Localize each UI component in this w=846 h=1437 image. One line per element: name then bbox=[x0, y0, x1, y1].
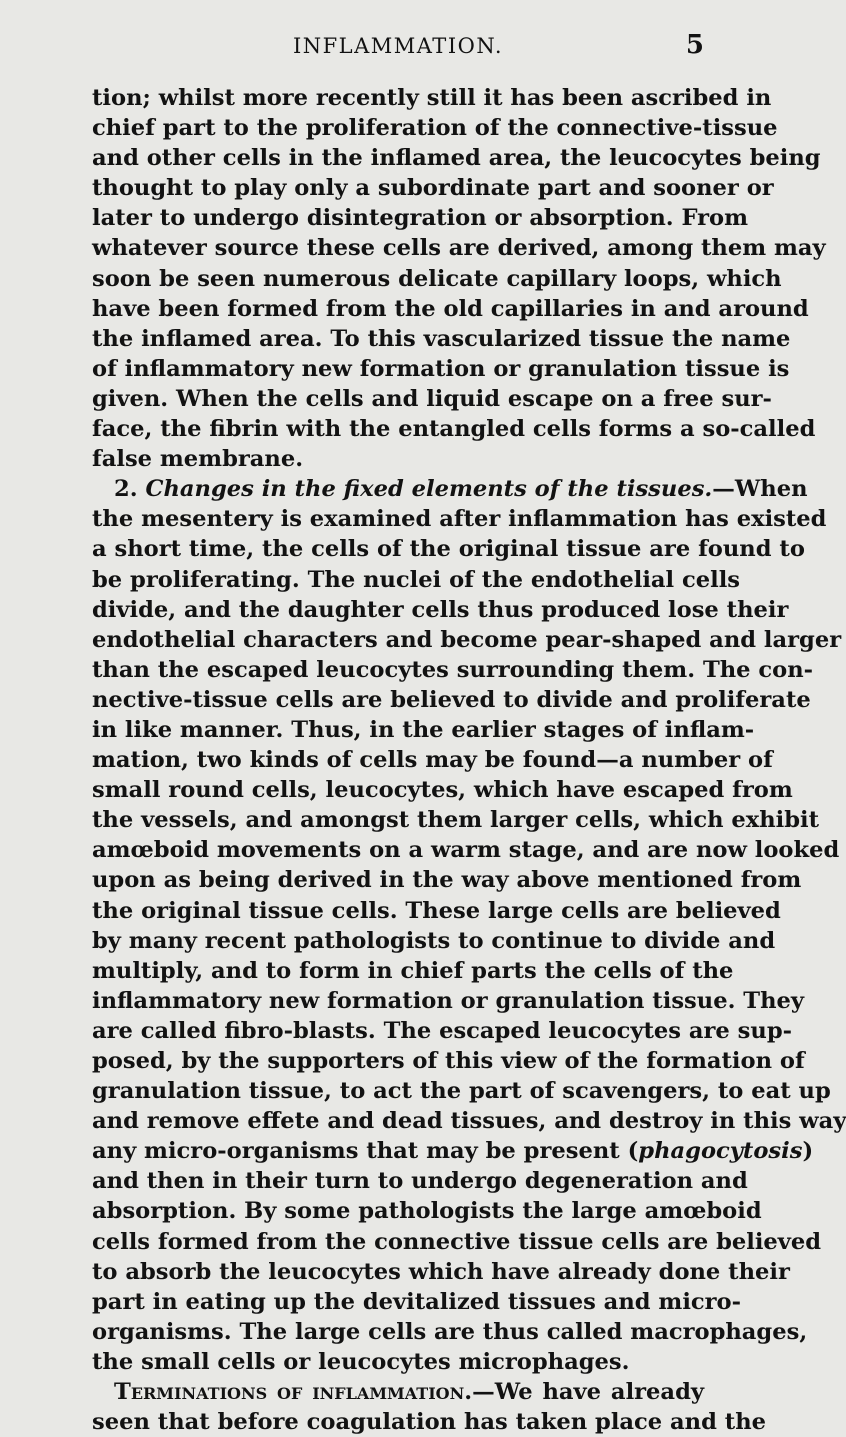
text-line: later to undergo disintegration or absorption. From bbox=[92, 205, 749, 232]
terminations-heading: Terminations of inflammation. bbox=[114, 1379, 473, 1406]
page-number: 5 bbox=[685, 30, 704, 60]
text-line: a short time, the cells of the original tissue are found to bbox=[92, 536, 805, 563]
terminations-heading-line bbox=[92, 1377, 704, 1407]
text-line: and other cells in the inflamed area, the leucocytes being bbox=[92, 145, 821, 172]
text-line: given. When the cells and liquid escape on a free sur- bbox=[92, 385, 772, 412]
text-line: divide, and the daughter cells thus produced lose their bbox=[92, 596, 789, 623]
text-line: the inflamed area. To this vascularized tissue the name bbox=[92, 325, 791, 352]
text-line: be proliferating. The nuclei of the endothelial cells bbox=[92, 566, 741, 593]
text-line: the mesentery is examined after inflammation has existed bbox=[92, 506, 827, 533]
text-line: whatever source these cells are derived, among them may bbox=[92, 235, 826, 262]
text-fragment: ) bbox=[802, 1138, 814, 1165]
terminations-lead: —We have already bbox=[472, 1379, 704, 1406]
text-line: false membrane. bbox=[92, 446, 304, 473]
section-heading-line bbox=[92, 474, 808, 504]
text-line: cells formed from the connective tissue cells are believed bbox=[92, 1228, 822, 1255]
text-line: in like manner. Thus, in the earlier stages of inflam- bbox=[92, 716, 755, 743]
text-line-phagocytosis bbox=[92, 1136, 814, 1166]
text-line: thought to play only a subordinate part and sooner or bbox=[92, 175, 774, 202]
text-line: have been formed from the old capillaries in and around bbox=[92, 295, 809, 322]
text-line: the vessels, and amongst them larger cells, which exhibit bbox=[92, 807, 820, 834]
text-line: nective-tissue cells are believed to divide and proliferate bbox=[92, 686, 811, 713]
text-line: part in eating up the devitalized tissues and micro- bbox=[92, 1288, 742, 1315]
text-line: upon as being derived in the way above mentioned from bbox=[92, 867, 802, 894]
text-line: absorption. By some pathologists the large amœboid bbox=[92, 1198, 762, 1225]
body-text bbox=[92, 83, 846, 1437]
text-line: to absorb the leucocytes which have already done their bbox=[92, 1258, 790, 1285]
text-line: the small cells or leucocytes microphages. bbox=[92, 1348, 630, 1375]
text-line: are called fibro-blasts. The escaped leucocytes are sup- bbox=[92, 1017, 792, 1044]
text-line: soon be seen numerous delicate capillary loops, which bbox=[92, 265, 782, 292]
text-line: inflammatory new formation or granulation tissue. They bbox=[92, 987, 805, 1014]
section-title: Changes in the fixed elements of the tissues. bbox=[145, 476, 713, 503]
section-number: 2. bbox=[114, 476, 138, 503]
text-fragment: any micro-organisms that may be present ( bbox=[92, 1138, 639, 1165]
text-line: amœboid movements on a warm stage, and are now looked bbox=[92, 837, 840, 864]
text-line: seen that before coagulation has taken place and the bbox=[92, 1409, 767, 1436]
text-line: the original tissue cells. These large cells are believed bbox=[92, 897, 781, 924]
text-line: small round cells, leucocytes, which have escaped from bbox=[92, 777, 793, 804]
page-header bbox=[92, 30, 704, 70]
running-title: INFLAMMATION. bbox=[292, 34, 504, 58]
text-line: posed, by the supporters of this view of the formation of bbox=[92, 1048, 805, 1074]
text-line: and then in their turn to undergo degeneration and bbox=[92, 1168, 748, 1195]
text-line: multiply, and to form in chief parts the cells of the bbox=[92, 957, 734, 984]
text-line: mation, two kinds of cells may be found—a number of bbox=[92, 747, 773, 774]
text-line: than the escaped leucocytes surrounding them. The con- bbox=[92, 656, 814, 683]
text-line: and remove effete and dead tissues, and destroy in this way bbox=[92, 1108, 846, 1135]
text-line: granulation tissue, to act the part of scavengers, to eat up bbox=[92, 1078, 831, 1105]
text-line: endothelial characters and become pear-shaped and larger bbox=[92, 626, 842, 653]
text-line: of inflammatory new formation or granulation tissue is bbox=[92, 355, 790, 382]
text-line: by many recent pathologists to continue to divide and bbox=[92, 927, 776, 954]
text-line: tion; whilst more recently still it has been ascribed in bbox=[92, 85, 772, 111]
section-lead: —When bbox=[712, 476, 808, 503]
italic-term: phagocytosis bbox=[638, 1138, 803, 1165]
text-line: chief part to the proliferation of the connective-tissue bbox=[92, 115, 778, 142]
text-line: organisms. The large cells are thus called macrophages, bbox=[92, 1318, 808, 1345]
text-line: face, the fibrin with the entangled cells forms a so-called bbox=[92, 416, 816, 443]
